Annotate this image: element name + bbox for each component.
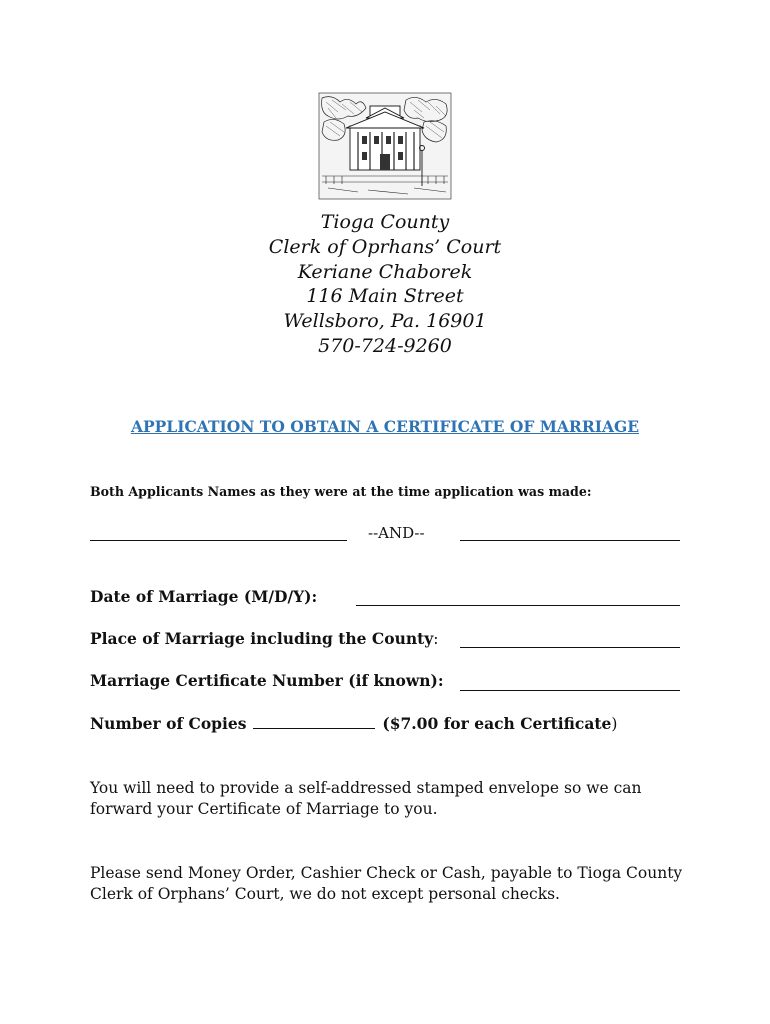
- envelope-note: You will need to provide a self-addressed stamped envelope so we can forward your Certificate of Marriage to you.: [90, 779, 642, 818]
- number-of-copies-label: Number of Copies: [90, 714, 247, 733]
- and-separator: --AND--: [368, 524, 425, 542]
- applicants-instruction: Both Applicants Names as they were at the time application was made:: [90, 484, 592, 499]
- date-of-marriage-label: Date of Marriage (M/D/Y):: [90, 587, 318, 606]
- place-of-marriage-label-text: Place of Marriage including the County: [90, 629, 434, 648]
- copies-price-note: ($7.00 for each Certificate: [382, 714, 612, 733]
- place-of-marriage-field[interactable]: [460, 647, 680, 648]
- office-name: Clerk of Oprhans’ Court: [268, 235, 502, 258]
- county-name: Tioga County: [320, 211, 450, 233]
- phone-number: 570-724-9260: [318, 334, 452, 357]
- certificate-number-label: Marriage Certificate Number (if known):: [90, 671, 444, 690]
- form-title: APPLICATION TO OBTAIN A CERTIFICATE OF MARRIAGE: [130, 417, 640, 436]
- applicant-one-name-field[interactable]: [90, 540, 347, 541]
- number-of-copies-field[interactable]: [253, 714, 375, 729]
- applicant-two-name-field[interactable]: [460, 540, 680, 541]
- date-of-marriage-field[interactable]: [356, 605, 680, 606]
- courthouse-engraving: [318, 92, 452, 200]
- city-state-zip: Wellsboro, Pa. 16901: [283, 310, 487, 333]
- certificate-number-field[interactable]: [460, 690, 680, 691]
- place-of-marriage-colon: :: [433, 630, 439, 648]
- clerk-name: Keriane Chaborek: [297, 260, 473, 283]
- place-of-marriage-label: [90, 629, 439, 648]
- copies-price-close: ): [611, 715, 618, 733]
- street-address: 116 Main Street: [306, 285, 464, 308]
- number-of-copies-row: [90, 714, 617, 733]
- office-header: [0, 210, 770, 359]
- payment-note: Please send Money Order, Cashier Check or Cash, payable to Tioga County Clerk of Orphans’ Court, we do not except personal checks.: [90, 864, 683, 903]
